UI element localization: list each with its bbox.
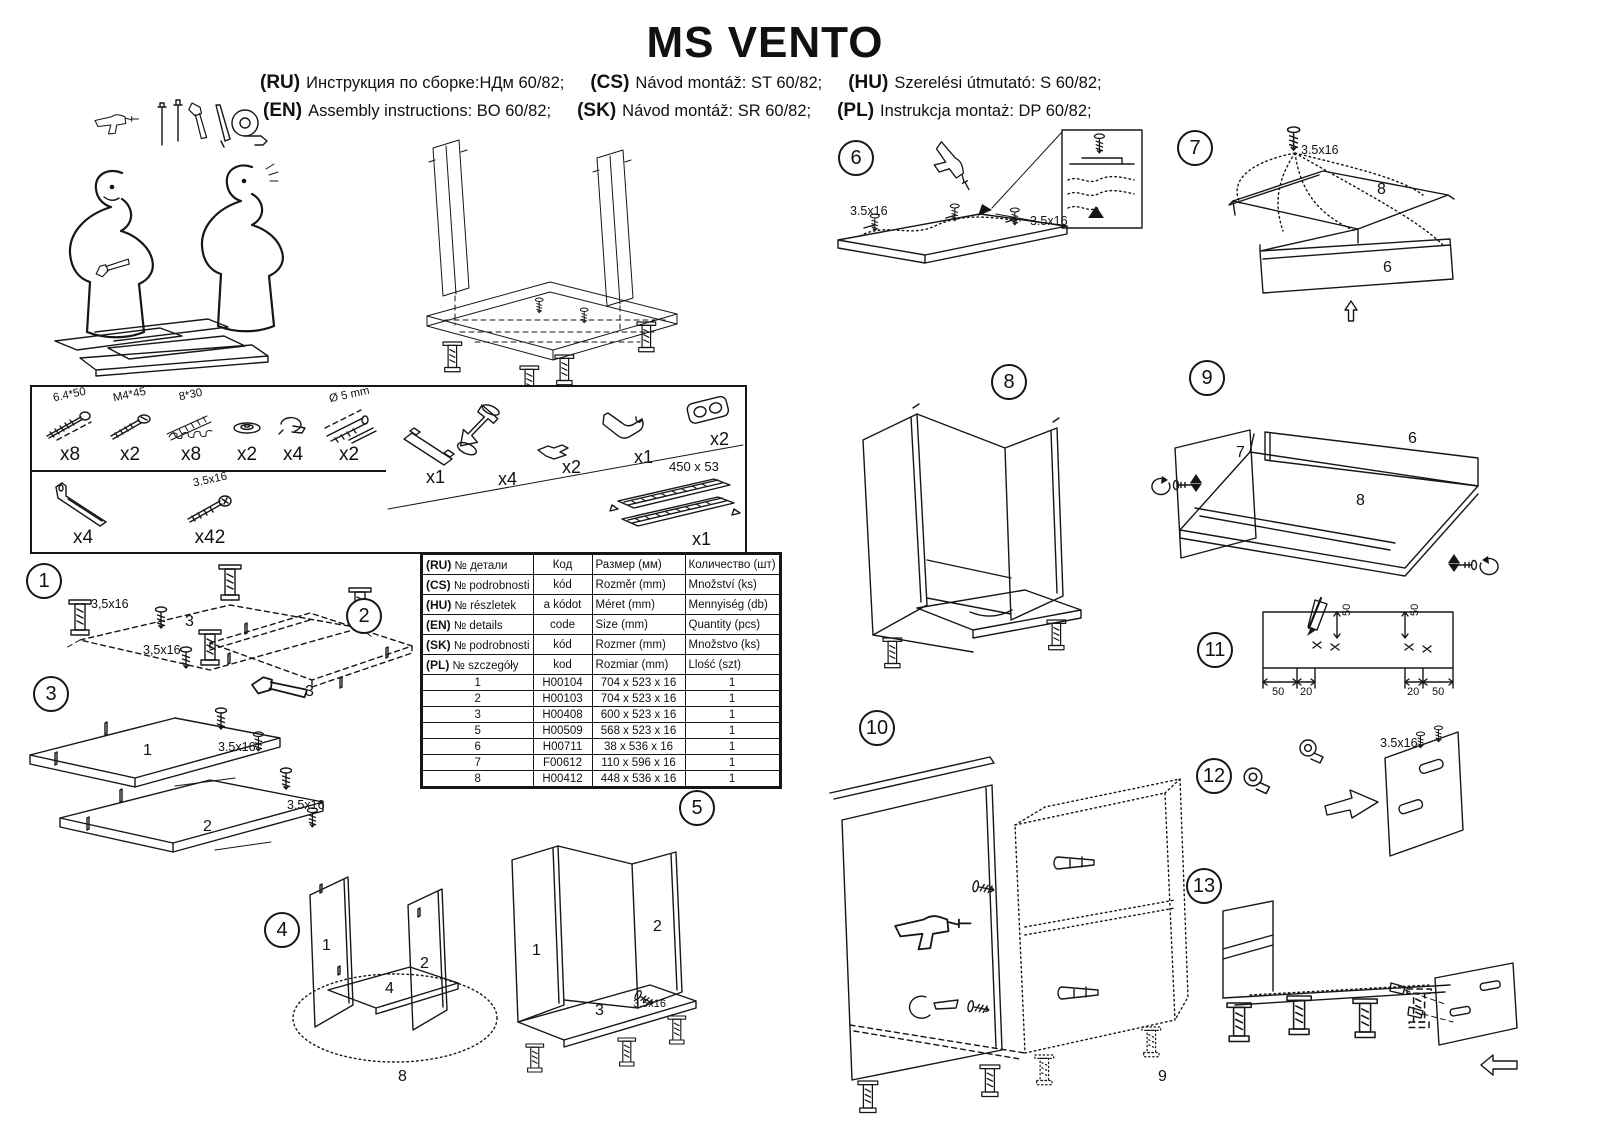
step-10-illustration xyxy=(830,735,1182,1090)
cell xyxy=(423,575,534,595)
cell: Rozměr (mm) xyxy=(592,575,685,595)
cell: 704 x 523 x 16 xyxy=(592,691,685,707)
lang-hu-code: (HU) xyxy=(848,72,889,93)
step-1-part-3-label: 3 xyxy=(185,613,194,630)
step-5-part-2-label: 2 xyxy=(653,918,662,935)
step-3-screw-label-b: 3.5x16 xyxy=(287,798,325,812)
page-title: MS VENTO xyxy=(646,18,884,67)
table-header-pl xyxy=(423,655,780,675)
step-9-number: 9 xyxy=(1189,360,1225,396)
cam-qty: x4 xyxy=(282,444,304,465)
cell: 1 xyxy=(685,771,779,787)
cell: 8 xyxy=(423,771,534,787)
hardware-confirmat-screw xyxy=(163,386,219,466)
cell-details: № részletek xyxy=(454,599,517,612)
dowel-screw-qty: x8 xyxy=(59,444,81,465)
lang-sk-code: (SK) xyxy=(577,100,617,121)
table-header-sk xyxy=(423,635,780,655)
lang-pl-code: (PL) xyxy=(837,100,875,121)
step-5-illustration xyxy=(500,840,705,1080)
step-12-screw-label: 3.5x16 xyxy=(1380,736,1418,750)
step-5-screw-label: 3.5x16 xyxy=(633,998,667,1010)
step-3-number: 3 xyxy=(33,676,69,712)
screw-3516-label: 3.5x16 xyxy=(191,470,229,490)
bracket-icon xyxy=(52,481,114,525)
cell: Quantity (pcs) xyxy=(685,615,779,635)
cell: kód xyxy=(533,635,592,655)
cell: kód xyxy=(533,575,592,595)
cell: 5 xyxy=(423,723,534,739)
step-11-dim-b0: 50 xyxy=(1272,686,1285,698)
cell: Size (mm) xyxy=(592,615,685,635)
cell: 1 xyxy=(685,723,779,739)
hardware-screw-3516 xyxy=(184,470,236,549)
cell: 1 xyxy=(685,691,779,707)
step-1-screw-label-a: 3,5x16 xyxy=(91,597,129,611)
step-4-illustration xyxy=(290,855,510,1070)
step-5-diagram xyxy=(500,840,705,1080)
step-3-screw-label-a: 3.5x16 xyxy=(218,740,256,754)
step-11-diagram xyxy=(1255,598,1460,708)
step-10-number: 10 xyxy=(859,710,895,746)
cell: 38 x 536 x 16 xyxy=(592,739,685,755)
cell: Méret (mm) xyxy=(592,595,685,615)
lang-ru-text: Инструкция по сборке:НДм 60/82; xyxy=(306,74,565,92)
step-4-diagram xyxy=(290,855,510,1070)
cell-details: № детали xyxy=(454,559,508,572)
step-7-diagram xyxy=(1205,123,1463,328)
dowel-screw-label: 6.4*50 xyxy=(52,385,88,405)
m4-screw-label: M4*45 xyxy=(112,385,148,405)
washer-label xyxy=(246,389,249,402)
step-9-illustration xyxy=(1150,388,1502,593)
washer-qty: x2 xyxy=(236,444,258,465)
confirmat-qty: x8 xyxy=(180,444,202,465)
step-12-diagram xyxy=(1230,718,1465,866)
m4-screw-qty: x2 xyxy=(119,444,141,465)
cell: 1 xyxy=(685,739,779,755)
step-8-number: 8 xyxy=(991,364,1027,400)
step-5-number: 5 xyxy=(679,790,715,826)
step-7-part-8-label: 8 xyxy=(1377,181,1386,198)
step-5-part-1-label: 1 xyxy=(532,942,541,959)
step-1-screw-label-b: 3,5x16 xyxy=(143,643,181,657)
step-2-part-3-label: 3 xyxy=(305,683,314,700)
lang-en-text: Assembly instructions: BO 60/82; xyxy=(308,102,552,120)
hardware-cam xyxy=(275,389,311,466)
dowel-pin-label: Ø 5 mm xyxy=(327,384,371,406)
table-header-en xyxy=(423,615,780,635)
lang-sk-text: Návod montáž: SR 60/82; xyxy=(622,102,812,120)
cell: 6 xyxy=(423,739,534,755)
cell: 2 xyxy=(423,691,534,707)
page-number-left: 8 xyxy=(398,1068,407,1085)
screw-3516-icon xyxy=(184,487,236,525)
hardware-box-small-parts xyxy=(30,385,390,554)
step-11-dim-v1: 50 xyxy=(1341,603,1353,616)
table-header-ru xyxy=(423,555,780,575)
step-4-part-4-label: 4 xyxy=(385,980,394,997)
cell xyxy=(423,635,534,655)
step-9-part-6-label: 6 xyxy=(1408,430,1417,447)
assemblers-illustration xyxy=(40,95,295,380)
cell xyxy=(423,655,534,675)
lang-ru-code: (RU) xyxy=(260,72,301,93)
lang-cs-code: (CS) xyxy=(590,72,630,93)
step-7-number: 7 xyxy=(1177,130,1213,166)
handle-qty: x1 xyxy=(426,467,446,487)
cell-lang: (SK) xyxy=(426,637,451,652)
step-6-screw-label-b: 3.5x16 xyxy=(1030,214,1068,228)
step-9-part-7-label: 7 xyxy=(1236,444,1245,461)
step-6-number: 6 xyxy=(838,140,874,176)
language-line-1 xyxy=(260,72,1102,94)
step-3-part-1-label: 1 xyxy=(143,742,152,759)
cell: H00509 xyxy=(533,723,592,739)
table-row xyxy=(423,675,780,691)
m4-screw-icon xyxy=(107,402,153,442)
cell: Llość (szt) xyxy=(685,655,779,675)
plate-qty: x2 xyxy=(710,429,730,449)
step-7-screw-label: 3.5x16 xyxy=(1301,143,1339,157)
cell xyxy=(423,595,534,615)
step-6-screw-label-a: 3.5x16 xyxy=(850,204,888,218)
lang-cs xyxy=(590,72,822,94)
cell: Количество (шт) xyxy=(685,555,779,575)
table-row xyxy=(423,739,780,755)
cell: 600 x 523 x 16 xyxy=(592,707,685,723)
table-row xyxy=(423,723,780,739)
page-number-right: 9 xyxy=(1158,1068,1167,1085)
step-8-diagram xyxy=(855,400,1095,670)
foot-qty: x4 xyxy=(498,469,518,489)
cell: Množství (ks) xyxy=(685,575,779,595)
dowel-pin-qty: x2 xyxy=(338,444,360,465)
cell: 1 xyxy=(685,707,779,723)
cell: 568 x 523 x 16 xyxy=(592,723,685,739)
step-11-illustration xyxy=(1255,598,1460,708)
step-13-illustration xyxy=(1195,893,1525,1088)
table-row xyxy=(423,707,780,723)
lang-en-code: (EN) xyxy=(263,100,303,121)
step-12-number: 12 xyxy=(1196,758,1232,794)
cell-lang: (HU) xyxy=(426,597,452,612)
cell: Rozmiar (mm) xyxy=(592,655,685,675)
step-4-part-1-label: 1 xyxy=(322,937,331,954)
step-4-part-2-label: 2 xyxy=(420,955,429,972)
cell: 704 x 523 x 16 xyxy=(592,675,685,691)
step-3-part-2-label: 2 xyxy=(203,818,212,835)
hardware-washer xyxy=(229,389,265,466)
confirmat-label: 8*30 xyxy=(178,386,204,404)
cam-label xyxy=(292,389,295,402)
step-1-number: 1 xyxy=(26,563,62,599)
lang-pl-text: Instrukcja montaż: DP 60/82; xyxy=(880,102,1092,120)
language-line-2 xyxy=(263,100,1092,122)
table-row xyxy=(423,691,780,707)
table-row xyxy=(423,755,780,771)
hardware-row-2 xyxy=(32,472,388,553)
cell-lang: (RU) xyxy=(426,557,452,572)
cell: 110 x 596 x 16 xyxy=(592,755,685,771)
cell: Mennyiség (db) xyxy=(685,595,779,615)
step-11-dim-b3: 50 xyxy=(1432,686,1445,698)
frame-overview-illustration xyxy=(415,120,685,385)
cell: Množstvo (ks) xyxy=(685,635,779,655)
cell-details: № podrobnosti xyxy=(453,639,530,652)
slides-size-label: 450 x 53 xyxy=(669,459,719,474)
lang-en xyxy=(263,100,551,122)
step-11-dim-b1: 20 xyxy=(1300,686,1313,698)
cam-icon xyxy=(275,402,311,442)
parts-table xyxy=(420,552,782,789)
step-7-part-6-label: 6 xyxy=(1383,259,1392,276)
cell: 448 x 536 x 16 xyxy=(592,771,685,787)
lang-pl xyxy=(837,100,1092,122)
step-11-number: 11 xyxy=(1197,632,1233,668)
cell: a kódot xyxy=(533,595,592,615)
lang-hu-text: Szerelési útmutató: S 60/82; xyxy=(894,74,1102,92)
lang-ru xyxy=(260,72,564,94)
cell: H00104 xyxy=(533,675,592,691)
cell: code xyxy=(533,615,592,635)
cell: F00612 xyxy=(533,755,592,771)
confirmat-icon xyxy=(163,402,219,442)
step-6-diagram xyxy=(830,122,1165,287)
hardware-m4-screw xyxy=(107,385,153,466)
cell: 1 xyxy=(685,755,779,771)
cell: 1 xyxy=(423,675,534,691)
step-9-diagram xyxy=(1150,388,1502,593)
table-header-cs xyxy=(423,575,780,595)
cell: 3 xyxy=(423,707,534,723)
hardware-bracket xyxy=(52,481,114,549)
cell: Код xyxy=(533,555,592,575)
lang-sk xyxy=(577,100,811,122)
cell: H00711 xyxy=(533,739,592,755)
step-11-dim-b2: 20 xyxy=(1407,686,1420,698)
cell: kod xyxy=(533,655,592,675)
dowel-screw-icon xyxy=(43,402,97,442)
cell: H00408 xyxy=(533,707,592,723)
cell-lang: (PL) xyxy=(426,657,450,672)
cell: 7 xyxy=(423,755,534,771)
step-9-part-8-label: 8 xyxy=(1356,492,1365,509)
cell-details: № details xyxy=(453,619,503,632)
cell-lang: (EN) xyxy=(426,617,451,632)
slides-qty: x1 xyxy=(692,529,712,549)
cell: Размер (мм) xyxy=(592,555,685,575)
dowel-pin-icon xyxy=(321,402,377,442)
cell xyxy=(423,555,534,575)
step-4-number: 4 xyxy=(264,912,300,948)
cell-lang: (CS) xyxy=(426,577,451,592)
cell-details: № podrobnosti xyxy=(453,579,530,592)
lang-hu xyxy=(848,72,1101,94)
cell xyxy=(423,615,534,635)
step-8-illustration xyxy=(855,400,1095,670)
hook-qty: x1 xyxy=(634,447,654,467)
cell: Rozmer (mm) xyxy=(592,635,685,655)
table-header-hu xyxy=(423,595,780,615)
cell: H00103 xyxy=(533,691,592,707)
step-5-part-3-label: 3 xyxy=(595,1002,604,1019)
step-12-illustration xyxy=(1230,718,1465,866)
hardware-row-1 xyxy=(32,384,388,472)
hardware-dowel-pin xyxy=(321,384,377,466)
step-2-number: 2 xyxy=(346,598,382,634)
cell-details: № szczegóły xyxy=(452,659,519,672)
table-row xyxy=(423,771,780,787)
hardware-dowel-screw xyxy=(43,385,97,466)
hardware-box-fittings xyxy=(386,385,747,554)
bracket-qty: x4 xyxy=(72,527,94,548)
step-10-diagram xyxy=(830,735,1182,1090)
screw-3516-qty: x42 xyxy=(194,527,226,548)
cell: 1 xyxy=(685,675,779,691)
lang-cs-text: Návod montáž: ST 60/82; xyxy=(635,74,823,92)
step-13-diagram xyxy=(1195,893,1525,1088)
cell: H00412 xyxy=(533,771,592,787)
washer-icon xyxy=(229,402,265,442)
step-11-dim-v2: 50 xyxy=(1409,603,1421,616)
clip-qty: x2 xyxy=(562,457,582,477)
step-13-number: 13 xyxy=(1186,868,1222,904)
